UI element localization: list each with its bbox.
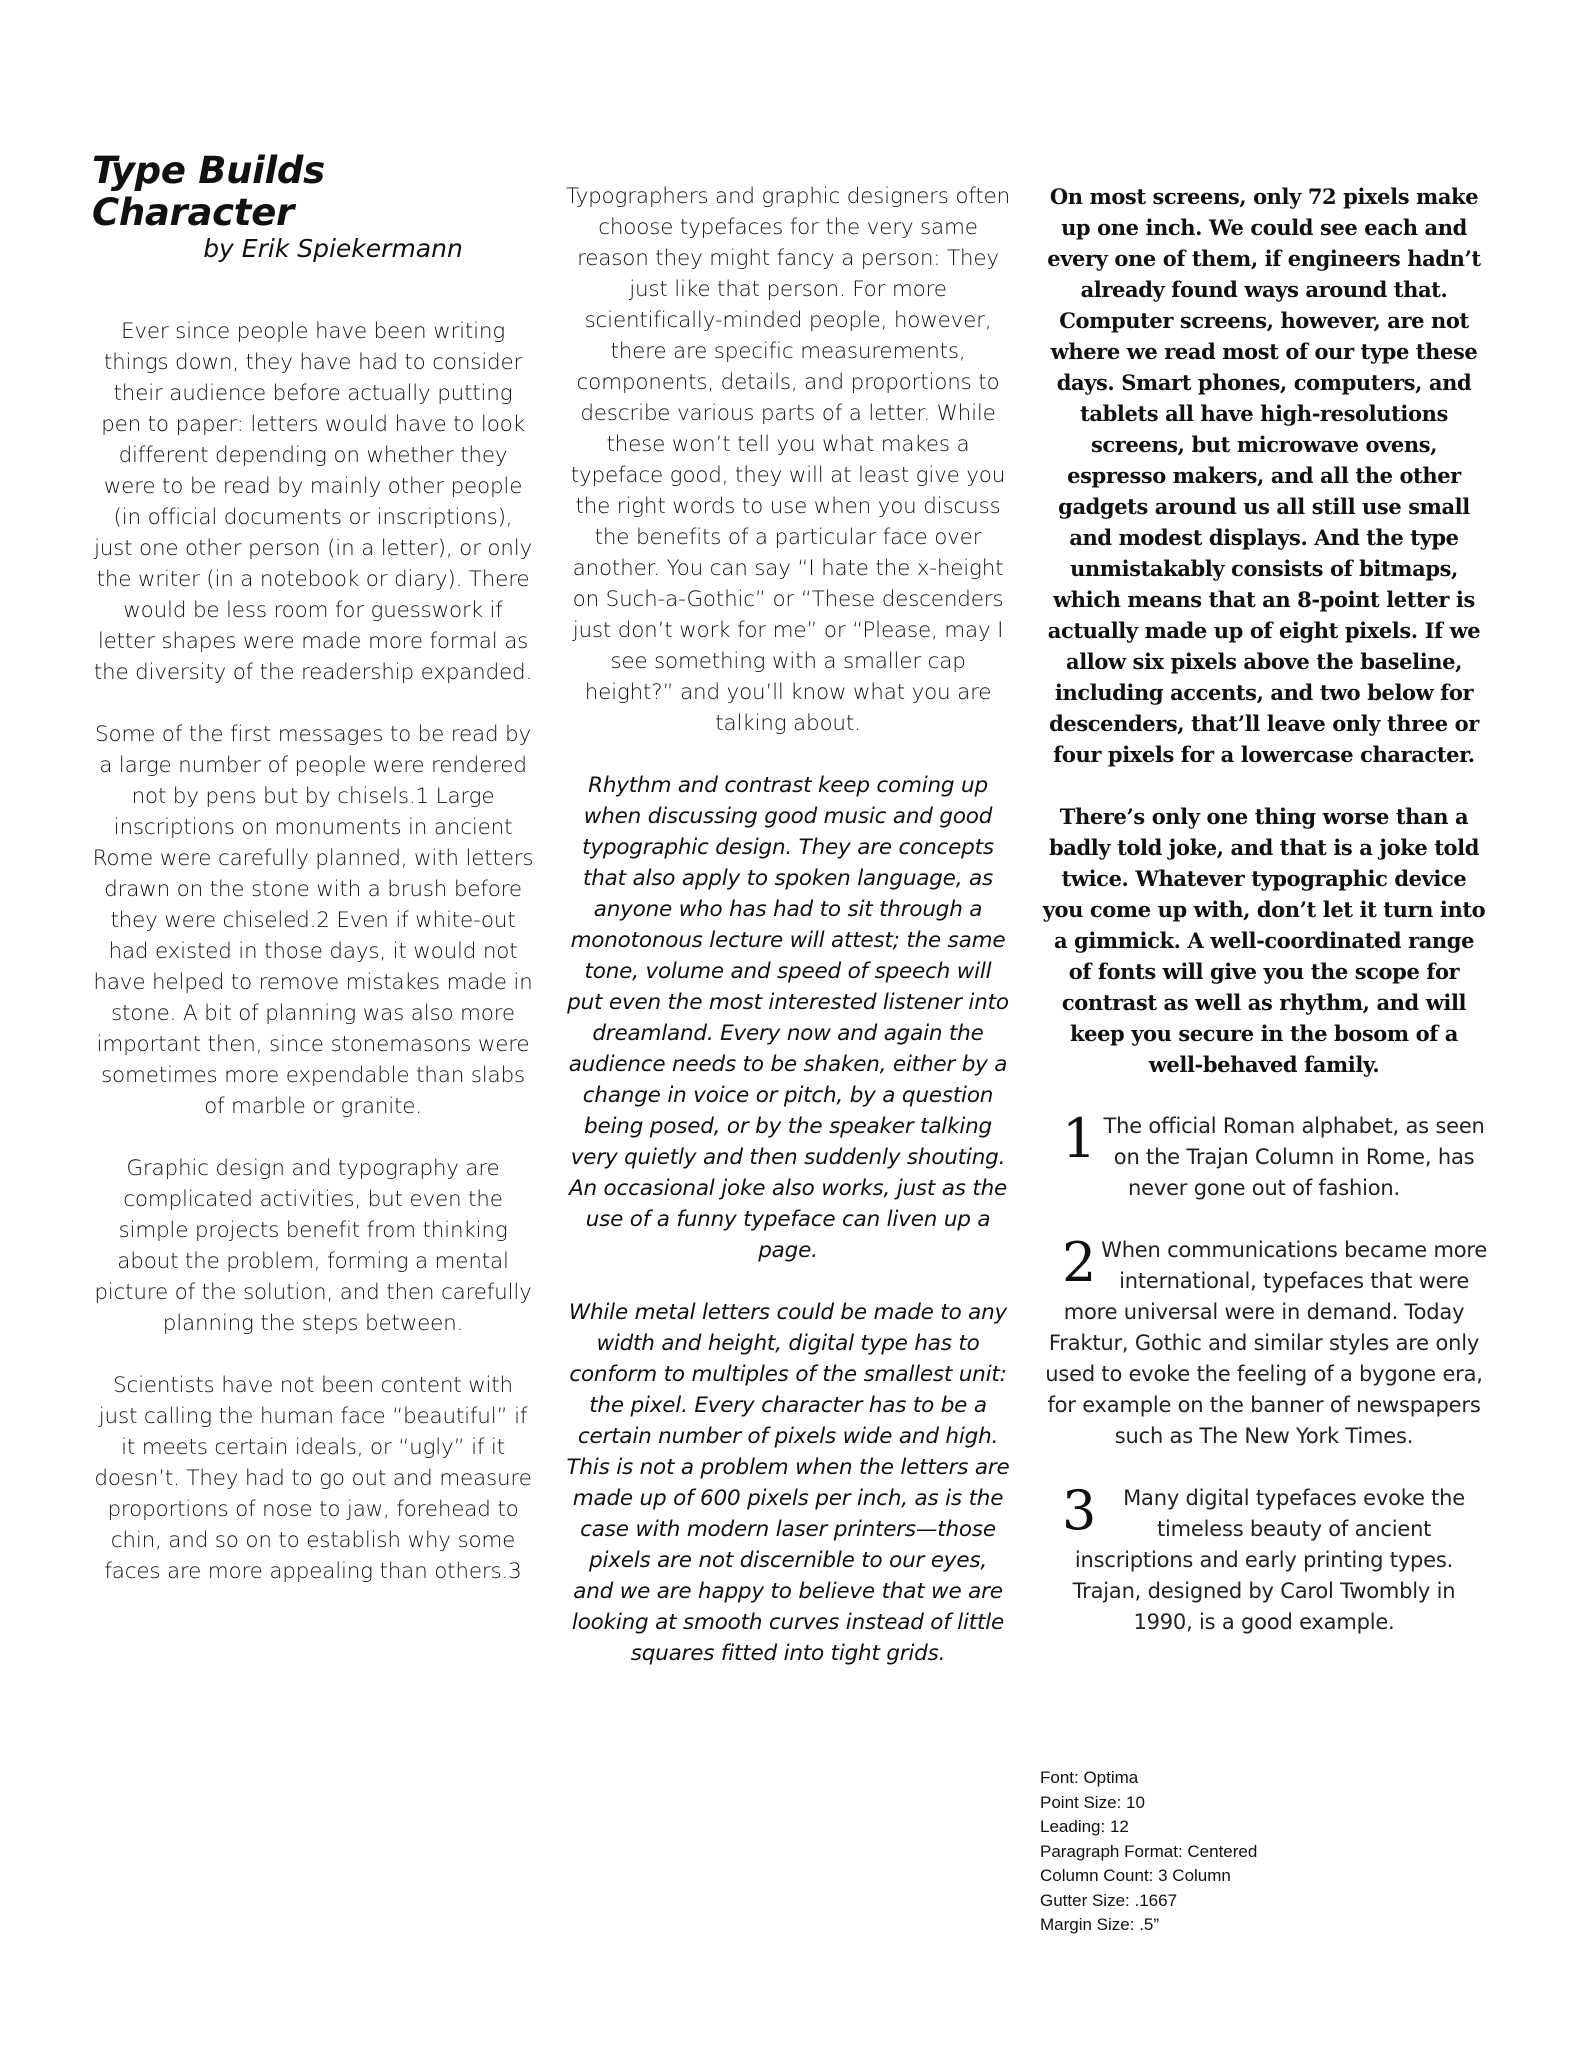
article-title: Type Builds Character [92, 149, 325, 234]
spec-line: Paragraph Format: Centered [1040, 1841, 1258, 1861]
article-byline: by Erik Spiekermann [203, 234, 463, 263]
spec-list [1040, 1766, 1257, 1938]
paragraph: Graphic design and typography are complicated activities, but even the simple projects benefit from thinking about the problem, forming a mental picture of the solution, and then carefully planning the steps between. [94, 1156, 532, 1336]
paragraph: Scientists have not been content with just calling the human face “beautiful” if it meets certain ideals, or “ugly” if it doesn’t. They had to go out and measure proportions of nose to jaw, forehead to chin, and so on to establish why some faces are more appealing than others.3 [94, 1373, 532, 1584]
paragraph: Ever since people have been writing things down, they have had to consider their audience before actually putting pen to paper: letters would have to look different depending on whether they were to be read by mainly other people (in official documents or inscriptions), just one other person (in a letter), or only the writer (in a notebook or diary). There would be less room for guesswork if letter shapes were made more formal as the diversity of the readership expanded. [93, 319, 533, 685]
bold-paragraph: On most screens, only 72 pixels make up one inch. We could see each and every one of them, if engineers hadn’t already found ways around that. Computer screens, however, are not where we read most of our type these days. Smart phones, computers, and tablets all have high-resolutions screens, but microwave ovens, espresso makers, and all the other gadgets around us all still use small and modest displays. And the type unmistakably consists of bitmaps, which means that an 8-point letter is actually made up of eight pixels. If we allow six pixels above the baseline, including accents, and two below for descenders, that’ll leave only three or four pixels for a lowercase character. [1047, 184, 1481, 767]
spec-line: Column Count: 3 Column [1040, 1866, 1231, 1885]
italic-paragraph: While metal letters could be made to any width and height, digital type has to conform to multiples of the smallest unit: the pixel. Every character has to be a certain number of pixels wide and high. This is not a problem when the letters are made up of 600 pixels per inch, as is the case with modern laser printers—those pixels are not discernible to our eyes, and we are happy to believe that we are looking at smooth curves instead of little squares fitted into tight grids. [566, 1300, 1010, 1666]
column-two [566, 181, 1010, 1700]
spec-line: Gutter Size: .1667 [1040, 1890, 1178, 1910]
footnote-text: Many digital typefaces evoke the timeless beauty of ancient inscriptions and early printing types. Trajan, designed by Carol Twombly in 1990, is a good example. [1072, 1486, 1466, 1634]
column-three [1040, 181, 1488, 1669]
bold-paragraph: There’s only one thing worse than a badly told joke, and that is a joke told twice. Whatever typographic device you come up with, don’t let it turn into a gimmick. A well-coordinated range of fonts will give you the scope for contrast as well as rhythm, and will keep you secure in the bosom of a well-behaved family. [1042, 804, 1486, 1077]
column-one [92, 150, 534, 1618]
spec-line: Font: Optima [1040, 1768, 1139, 1787]
spec-line: Margin Size: .5” [1040, 1915, 1160, 1934]
footnote [1040, 1479, 1488, 1638]
footnote [1040, 1107, 1488, 1204]
footnote [1040, 1231, 1488, 1452]
paragraph: Some of the first messages to be read by a large number of people were rendered not by pens but by chisels.1 Large inscriptions on monuments in ancient Rome were carefully planned, with letters drawn on the stone with a brush before they were chiseled.2 Even if white-out had existed in those days, it would not have helped to remove mistakes made in stone. A bit of planning was also more important then, since stonemasons were sometimes more expendable than slabs of marble or granite. [92, 722, 534, 1119]
spec-line: Point Size: 10 [1040, 1792, 1145, 1812]
footnote-number: 3 [1062, 1479, 1097, 1542]
footnote-number: 2 [1062, 1231, 1097, 1294]
footnote-number: 1 [1062, 1107, 1097, 1170]
italic-paragraph: Rhythm and contrast keep coming up when discussing good music and good typographic design. They are concepts that also apply to spoken language, as anyone who has had to sit through a monotonous lecture will attest; the same tone, volume and speed of speech will put even the most interested listener into dreamland. Every now and again the audience needs to be shaken, either by a change in voice or pitch, by a question being posed, or by the speaker talking very quietly and then suddenly shouting. An occasional joke also works, just as the use of a funny typeface can liven up a page. [567, 773, 1009, 1263]
footnote-text: When communications became more international, typefaces that were more universal were in demand. Today Fraktur, Gothic and similar styles are only used to evoke the feeling of a bygone era, for example on the banner of newspapers such as The New York Times. [1045, 1238, 1488, 1448]
spacer [92, 264, 534, 316]
spec-line: Leading: 12 [1040, 1817, 1129, 1836]
paragraph: Typographers and graphic designers often choose typefaces for the very same reason they might fancy a person: They just like that person. For more scientifically-minded people, however, there are specific measurements, components, details, and proportions to describe various parts of a letter. While these won’t tell you what makes a typeface good, they will at least give you the right words to use when you discuss the benefits of a particular face over another. You can say “I hate the x-height on Such-a-Gothic” or “These descenders just don’t work for me” or “Please, may I see something with a smaller cap height?” and you’ll know what you are talking about. [566, 184, 1011, 736]
footnote-text: The official Roman alphabet, as seen on the Trajan Column in Rome, has never gone out of fashion. [1103, 1114, 1485, 1200]
